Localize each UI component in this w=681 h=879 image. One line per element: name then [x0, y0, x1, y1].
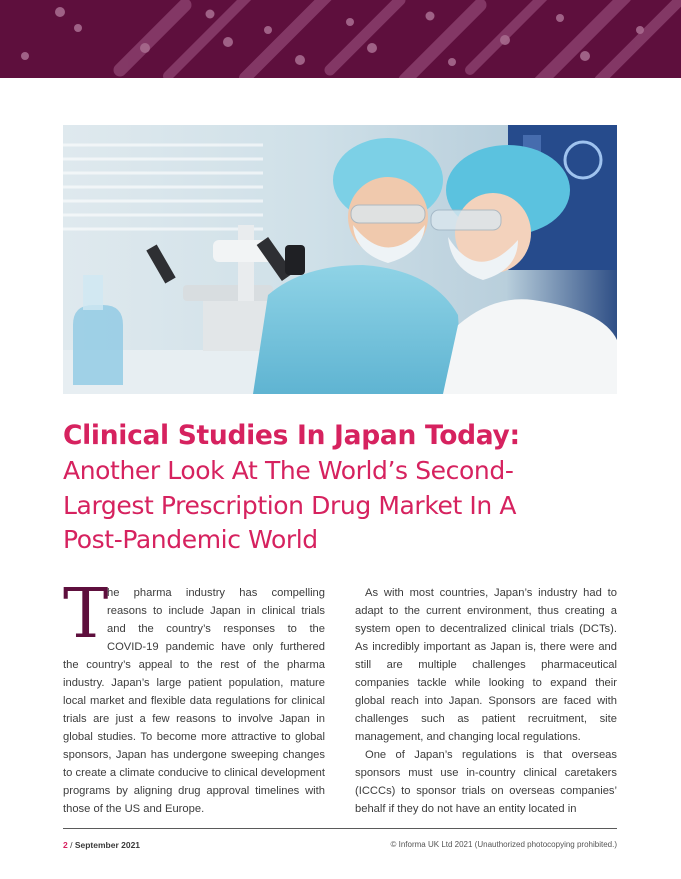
footer-page-info [63, 840, 140, 850]
header-banner [0, 0, 681, 78]
headline-sub-line-1: Another Look At The World’s Second- [63, 456, 514, 485]
intro-lines [63, 584, 325, 656]
intro-line-4: COVID-19 pandemic have only furthered [107, 641, 325, 653]
body-column-right [355, 584, 617, 818]
drop-cap: T [63, 575, 109, 654]
footer-divider [63, 828, 617, 829]
page-number: 2 [63, 840, 68, 850]
copyright-notice: © Informa UK Ltd 2021 (Unauthorized photocopying prohibited.) [390, 840, 617, 849]
article-headline [63, 418, 623, 558]
right-paragraph-1: As with most countries, Japan’s industry had to adapt to the current environment, thus creating a system open to decentralized clinical trials (DCTs). As incredibly important as Japan is, there were and still are multiple challenges pharmaceutical companies tackle while looking to expand their global reach into Japan. Sponsors are faced with challenges such as patient recruitment, site management, and changing local regulations. [355, 587, 617, 743]
banner-pattern [0, 0, 681, 78]
body-column-left [63, 584, 325, 818]
hero-image [63, 125, 617, 394]
right-paragraph-2: One of Japan’s regulations is that overseas sponsors must use in-country clinical caretakers (ICCCs) to sponsor trials on overseas companies’ behalf if they do not have an entity located in [355, 749, 617, 815]
intro-line-2: reasons to include Japan in clinical trials [107, 605, 325, 617]
left-paragraph-body: the country’s appeal to the rest of the pharma industry. Japan’s large patient population, mature local market and flexible data regulations for clinical trials are just a few reasons to involve Japan in global studies. To become more attractive to global sponsors, Japan has undergone sweeping changes to create a climate conducive to clinical development programs by aligning drug approval timelines with those of the US and Europe. [63, 659, 325, 815]
issue-date: September 2021 [74, 840, 141, 850]
intro-line-1: he pharma industry has compelling [107, 587, 325, 599]
headline-sub-line-2: Largest Prescription Drug Market In A [63, 490, 517, 520]
headline-bold: Clinical Studies In Japan Today: [63, 420, 520, 451]
intro-line-3: and the country’s responses to the [107, 623, 325, 635]
footer-separator: / [67, 840, 75, 850]
headline-sub-line-3: Post-Pandemic World [63, 525, 318, 554]
